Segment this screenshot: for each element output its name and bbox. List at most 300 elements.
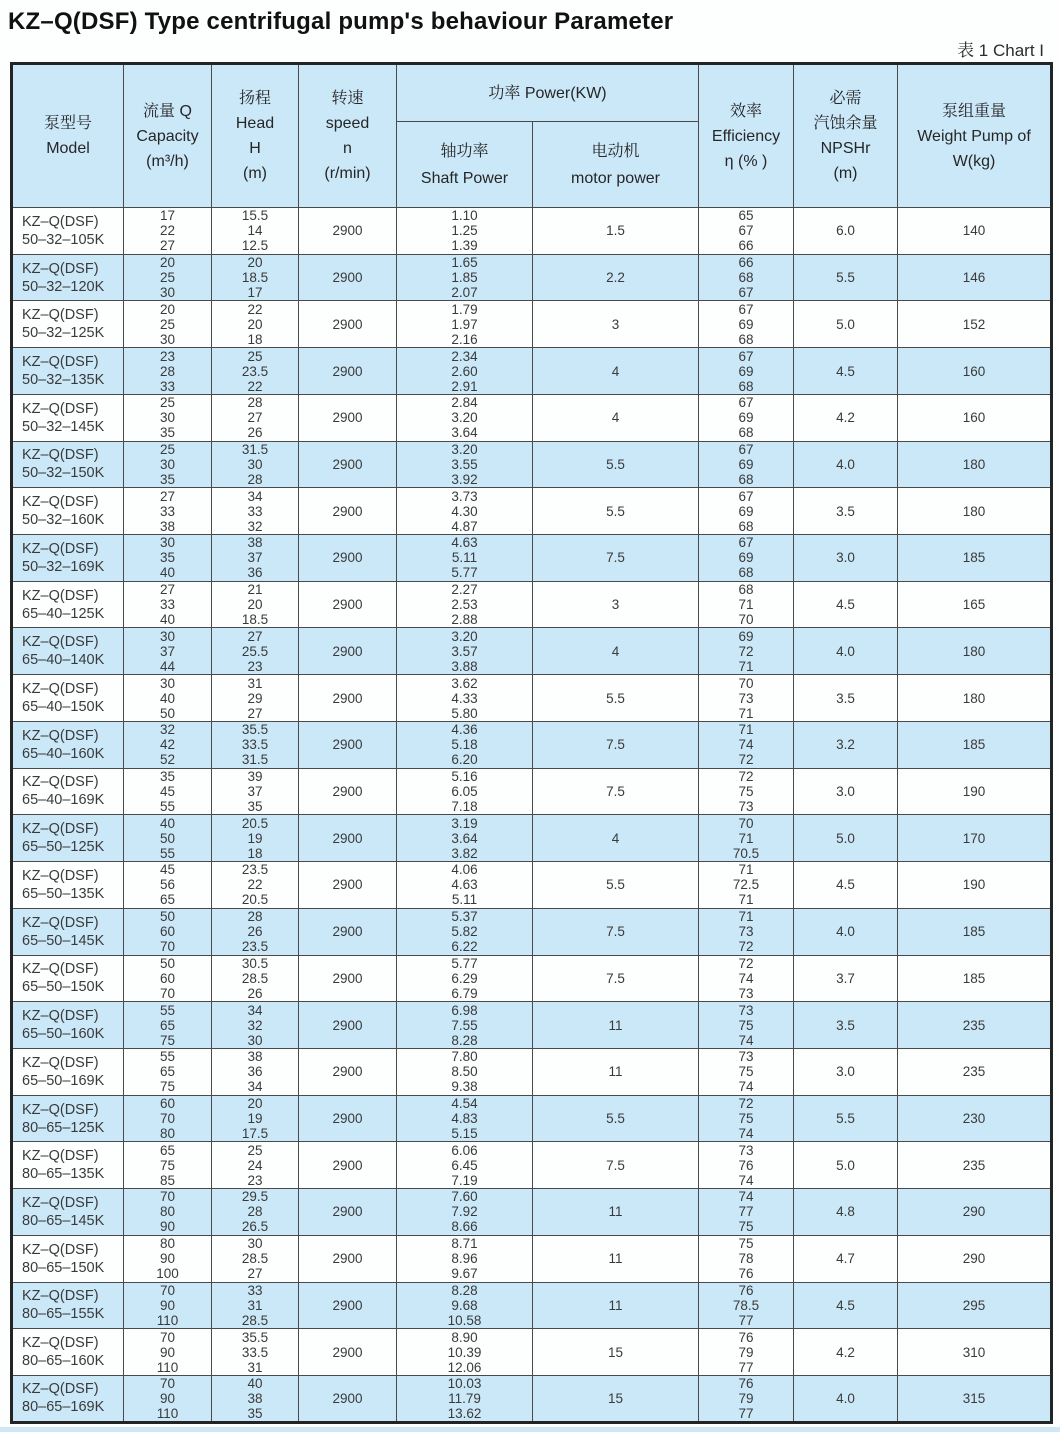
table-row: [12, 581, 1052, 628]
value-line: 25.5: [241, 643, 269, 659]
value-line: 77: [738, 1312, 754, 1328]
value-line: 11.79: [448, 1390, 481, 1406]
motor-power-cell: 5.5: [533, 441, 699, 488]
value-line: 30: [159, 410, 176, 426]
value-line: 75: [738, 1219, 754, 1235]
npshr-cell: 4.0: [794, 441, 898, 488]
value-line: 40: [159, 612, 176, 628]
value-line: 55: [159, 1002, 176, 1018]
value-line: 68: [738, 471, 754, 487]
value-line: 65: [159, 1017, 176, 1033]
value-line: KZ–Q(DSF): [22, 727, 99, 744]
table-row: [12, 1189, 1052, 1236]
value-line: 4.63: [451, 535, 478, 551]
value-line: 75: [738, 1111, 754, 1127]
value-line: KZ–Q(DSF): [22, 1381, 99, 1398]
value-line: 35: [159, 550, 176, 566]
npshr-cell: 3.0: [794, 535, 898, 582]
value-line: 5.80: [451, 705, 478, 721]
value-line: 35: [159, 471, 176, 487]
table-row: [12, 301, 1052, 348]
value-line: 72: [738, 939, 754, 955]
value-line: 73: [738, 1142, 754, 1158]
speed-cell: 2900: [299, 1142, 397, 1189]
value-line: 3.55: [451, 456, 478, 472]
table-row: [12, 1095, 1052, 1142]
speed-cell: 2900: [299, 301, 397, 348]
head-cell: [212, 862, 299, 909]
value-line: 24: [247, 1157, 263, 1173]
value-line: 65–40–150K: [22, 699, 105, 716]
motor-power-cell: 4: [533, 394, 699, 441]
speed-cell: 2900: [299, 1282, 397, 1329]
head-cell: [212, 254, 299, 301]
value-line: 69: [738, 503, 754, 519]
head-cell: [212, 721, 299, 768]
value-line: 31: [247, 1297, 263, 1313]
model-cell: [12, 1002, 124, 1049]
value-line: 52: [159, 752, 176, 768]
value-line: 26: [247, 985, 263, 1001]
shaft-power-cell: [397, 1142, 533, 1189]
value-line: 33: [159, 597, 176, 613]
weight-cell: 165: [898, 581, 1052, 628]
efficiency-cell: [699, 1048, 794, 1095]
value-line: 80–65–155K: [22, 1306, 105, 1323]
weight-cell: 290: [898, 1235, 1052, 1282]
value-line: 20.5: [241, 892, 269, 908]
value-line: KZ–Q(DSF): [22, 1148, 99, 1165]
efficiency-cell: [699, 581, 794, 628]
value-line: 27: [159, 488, 176, 504]
capacity-cell: [124, 488, 212, 535]
value-line: 73: [738, 690, 754, 706]
value-line: 75: [738, 1236, 754, 1252]
value-line: 65–50–145K: [22, 932, 105, 949]
value-line: 76: [738, 1375, 754, 1391]
head-cell: [212, 394, 299, 441]
value-line: 31.5: [241, 752, 269, 768]
value-line: 70.5: [732, 845, 760, 861]
shaft-power-cell: [397, 208, 533, 255]
value-line: 65–50–169K: [22, 1072, 105, 1089]
head-cell: [212, 1375, 299, 1422]
value-line: 5.77: [451, 955, 478, 971]
value-line: 50–32–150K: [22, 465, 105, 482]
npshr-cell: 4.7: [794, 1235, 898, 1282]
capacity-cell: [124, 721, 212, 768]
value-line: 1.65: [451, 255, 478, 271]
value-line: 3.88: [451, 658, 478, 674]
model-cell: [12, 348, 124, 395]
model-cell: [12, 768, 124, 815]
speed-cell: 2900: [299, 1048, 397, 1095]
shaft-power-cell: [397, 1329, 533, 1376]
value-line: 18.5: [241, 270, 269, 286]
speed-cell: 2900: [299, 1002, 397, 1049]
shaft-power-cell: [397, 1375, 533, 1422]
value-line: KZ–Q(DSF): [22, 1335, 99, 1352]
value-line: 25: [159, 316, 176, 332]
npshr-cell: 4.8: [794, 1189, 898, 1236]
shaft-power-cell: [397, 394, 533, 441]
value-line: 31: [247, 1359, 263, 1375]
efficiency-cell: [699, 628, 794, 675]
motor-power-cell: 7.5: [533, 768, 699, 815]
value-line: 67: [738, 223, 754, 239]
value-line: 55: [159, 845, 176, 861]
motor-power-cell: 5.5: [533, 1095, 699, 1142]
value-line: 7.18: [451, 798, 478, 814]
value-line: 32: [247, 1017, 263, 1033]
value-line: 66: [738, 255, 754, 271]
value-line: 80–65–125K: [22, 1119, 105, 1136]
value-line: 28: [247, 471, 263, 487]
value-line: 69: [738, 456, 754, 472]
value-line: 42: [159, 737, 176, 753]
value-line: 35: [159, 425, 176, 441]
speed-cell: 2900: [299, 1329, 397, 1376]
value-line: 14: [247, 223, 263, 239]
header-capacity: 流量 Q Capacity (m³/h): [124, 64, 212, 208]
value-line: 29: [247, 690, 263, 706]
value-line: 67: [738, 535, 754, 551]
value-line: 74: [738, 737, 754, 753]
weight-cell: 190: [898, 862, 1052, 909]
value-line: 34: [247, 488, 263, 504]
table-row: [12, 394, 1052, 441]
motor-power-cell: 7.5: [533, 908, 699, 955]
value-line: 65–40–140K: [22, 652, 105, 669]
value-line: 25: [159, 270, 176, 286]
shaft-power-cell: [397, 862, 533, 909]
head-cell: [212, 488, 299, 535]
value-line: 67: [738, 441, 754, 457]
value-line: 76: [738, 1157, 754, 1173]
weight-cell: 310: [898, 1329, 1052, 1376]
value-line: 22: [247, 378, 263, 394]
table-row: [12, 908, 1052, 955]
value-line: 21: [247, 582, 263, 598]
capacity-cell: [124, 1282, 212, 1329]
value-line: 30.5: [241, 955, 269, 971]
shaft-power-cell: [397, 348, 533, 395]
head-cell: [212, 1282, 299, 1329]
head-cell: [212, 1002, 299, 1049]
table-row: [12, 768, 1052, 815]
speed-cell: 2900: [299, 815, 397, 862]
value-line: KZ–Q(DSF): [22, 634, 99, 651]
speed-cell: 2900: [299, 721, 397, 768]
value-line: 19: [247, 1111, 263, 1127]
model-cell: [12, 1235, 124, 1282]
capacity-cell: [124, 675, 212, 722]
shaft-power-cell: [397, 1002, 533, 1049]
table-row: [12, 628, 1052, 675]
value-line: 3.57: [451, 643, 478, 659]
table-header: [12, 64, 1052, 208]
efficiency-cell: [699, 1375, 794, 1422]
value-line: 73: [738, 985, 754, 1001]
value-line: 36: [247, 565, 263, 581]
value-line: 110: [156, 1405, 179, 1421]
value-line: 67: [738, 348, 754, 364]
value-line: 10.39: [447, 1344, 482, 1360]
model-cell: [12, 628, 124, 675]
value-line: 71: [738, 862, 754, 878]
head-cell: [212, 1235, 299, 1282]
table-row: [12, 1375, 1052, 1422]
table-row: [12, 955, 1052, 1002]
value-line: KZ–Q(DSF): [22, 400, 99, 417]
value-line: 71: [738, 705, 754, 721]
value-line: 5.15: [451, 1126, 478, 1142]
value-line: 35.5: [241, 1329, 269, 1345]
value-line: 40: [159, 815, 176, 831]
value-line: 25: [159, 441, 176, 457]
capacity-cell: [124, 394, 212, 441]
head-cell: [212, 815, 299, 862]
value-line: 80–65–169K: [22, 1399, 105, 1416]
value-line: 20: [247, 255, 263, 271]
value-line: 77: [738, 1405, 754, 1421]
value-line: 72: [738, 1096, 754, 1112]
value-line: 23: [247, 658, 263, 674]
value-line: 60: [159, 970, 176, 986]
npshr-cell: 4.5: [794, 581, 898, 628]
value-line: 27: [159, 582, 176, 598]
value-line: 20: [247, 597, 263, 613]
value-line: 70: [738, 612, 754, 628]
value-line: 50: [159, 830, 176, 846]
motor-power-cell: 7.5: [533, 1142, 699, 1189]
value-line: 4.87: [451, 518, 478, 534]
value-line: 4.54: [451, 1096, 478, 1112]
motor-power-cell: 15: [533, 1375, 699, 1422]
value-line: 30: [247, 456, 263, 472]
value-line: 28: [159, 363, 176, 379]
npshr-cell: 5.5: [794, 1095, 898, 1142]
capacity-cell: [124, 1235, 212, 1282]
weight-cell: 185: [898, 721, 1052, 768]
value-line: 72: [738, 768, 754, 784]
head-cell: [212, 1095, 299, 1142]
speed-cell: 2900: [299, 208, 397, 255]
value-line: 8.28: [451, 1032, 478, 1048]
value-line: 30: [159, 285, 176, 301]
value-line: 72: [738, 752, 754, 768]
speed-cell: 2900: [299, 441, 397, 488]
value-line: 71: [738, 909, 754, 925]
motor-power-cell: 3: [533, 581, 699, 628]
weight-cell: 160: [898, 348, 1052, 395]
npshr-cell: 4.5: [794, 862, 898, 909]
value-line: 18: [247, 331, 263, 347]
value-line: 25: [159, 395, 176, 411]
motor-power-cell: 5.5: [533, 862, 699, 909]
efficiency-cell: [699, 1235, 794, 1282]
efficiency-cell: [699, 301, 794, 348]
value-line: 30: [159, 675, 176, 691]
model-cell: [12, 1375, 124, 1422]
value-line: 70: [738, 675, 754, 691]
value-line: 6.05: [451, 783, 478, 799]
value-line: 23.5: [241, 939, 269, 955]
value-line: 65: [738, 208, 754, 224]
npshr-cell: 6.0: [794, 208, 898, 255]
value-line: 5.16: [451, 768, 478, 784]
value-line: 8.66: [451, 1219, 478, 1235]
table-row: [12, 1002, 1052, 1049]
value-line: 13.62: [447, 1405, 482, 1421]
npshr-cell: 4.0: [794, 1375, 898, 1422]
value-line: 26: [247, 425, 263, 441]
npshr-cell: 3.5: [794, 675, 898, 722]
value-line: 2.34: [451, 348, 478, 364]
value-line: KZ–Q(DSF): [22, 1101, 99, 1118]
value-line: 34: [247, 1002, 263, 1018]
weight-cell: 185: [898, 908, 1052, 955]
speed-cell: 2900: [299, 1235, 397, 1282]
value-line: 78.5: [732, 1297, 760, 1313]
value-line: 74: [738, 1079, 754, 1095]
page-title: KZ–Q(DSF) Type centrifugal pump's behaviour Parameter: [8, 8, 674, 35]
value-line: 67: [738, 301, 754, 317]
model-cell: [12, 535, 124, 582]
value-line: 8.96: [451, 1251, 478, 1267]
value-line: 18.5: [241, 612, 269, 628]
value-line: 33: [247, 1282, 263, 1298]
value-line: 74: [738, 1172, 754, 1188]
value-line: 50–32–125K: [22, 325, 105, 342]
value-line: 22: [247, 301, 263, 317]
value-line: 30: [247, 1032, 263, 1048]
motor-power-cell: 4: [533, 815, 699, 862]
value-line: KZ–Q(DSF): [22, 447, 99, 464]
speed-cell: 2900: [299, 768, 397, 815]
capacity-cell: [124, 1095, 212, 1142]
value-line: 75: [738, 1017, 754, 1033]
efficiency-cell: [699, 862, 794, 909]
motor-power-cell: 5.5: [533, 488, 699, 535]
shaft-power-cell: [397, 908, 533, 955]
table-row: [12, 1282, 1052, 1329]
value-line: 6.22: [451, 939, 478, 955]
value-line: 72: [738, 955, 754, 971]
motor-power-cell: 2.2: [533, 254, 699, 301]
value-line: KZ–Q(DSF): [22, 774, 99, 791]
value-line: 39: [247, 768, 263, 784]
shaft-power-cell: [397, 675, 533, 722]
value-line: 33.5: [241, 737, 269, 753]
efficiency-cell: [699, 955, 794, 1002]
value-line: 35: [247, 798, 263, 814]
model-cell: [12, 815, 124, 862]
head-cell: [212, 441, 299, 488]
value-line: 31.5: [241, 441, 269, 457]
value-line: 68: [738, 565, 754, 581]
value-line: 2.91: [451, 378, 478, 394]
npshr-cell: 4.2: [794, 1329, 898, 1376]
value-line: 50–32–160K: [22, 512, 105, 529]
model-cell: [12, 1329, 124, 1376]
value-line: 32: [247, 518, 263, 534]
value-line: 70: [159, 939, 176, 955]
table-row: [12, 1235, 1052, 1282]
value-line: 80–65–160K: [22, 1353, 105, 1370]
value-line: 9.67: [451, 1266, 478, 1282]
table-row: [12, 348, 1052, 395]
shaft-power-cell: [397, 535, 533, 582]
shaft-power-cell: [397, 815, 533, 862]
value-line: 3.20: [451, 441, 478, 457]
value-line: 76: [738, 1329, 754, 1345]
efficiency-cell: [699, 721, 794, 768]
head-cell: [212, 768, 299, 815]
speed-cell: 2900: [299, 675, 397, 722]
motor-power-cell: 7.5: [533, 721, 699, 768]
value-line: 38: [247, 1390, 263, 1406]
capacity-cell: [124, 955, 212, 1002]
speed-cell: 2900: [299, 535, 397, 582]
shaft-power-cell: [397, 1189, 533, 1236]
pump-parameter-table: [10, 62, 1053, 1424]
value-line: 37: [159, 643, 176, 659]
value-line: 68: [738, 518, 754, 534]
value-line: 6.06: [451, 1142, 478, 1158]
value-line: 7.92: [451, 1204, 478, 1220]
capacity-cell: [124, 208, 212, 255]
value-line: 68: [738, 582, 754, 598]
shaft-power-cell: [397, 1235, 533, 1282]
capacity-cell: [124, 1329, 212, 1376]
value-line: 40: [247, 1375, 263, 1391]
shaft-power-cell: [397, 488, 533, 535]
model-cell: [12, 955, 124, 1002]
value-line: 80: [159, 1204, 176, 1220]
value-line: KZ–Q(DSF): [22, 307, 99, 324]
value-line: 28: [247, 1204, 263, 1220]
value-line: 22: [247, 877, 263, 893]
value-line: 69: [738, 628, 754, 644]
head-cell: [212, 348, 299, 395]
value-line: KZ–Q(DSF): [22, 540, 99, 557]
model-cell: [12, 1282, 124, 1329]
value-line: 100: [156, 1266, 179, 1282]
value-line: 90: [159, 1251, 176, 1267]
value-line: 3.19: [451, 815, 478, 831]
value-line: 80–65–135K: [22, 1166, 105, 1183]
value-line: 28.5: [241, 970, 269, 986]
value-line: 76: [738, 1266, 754, 1282]
value-line: 65–40–169K: [22, 792, 105, 809]
head-cell: [212, 1142, 299, 1189]
value-line: 27: [247, 705, 263, 721]
value-line: 75: [738, 783, 754, 799]
value-line: 75: [159, 1079, 176, 1095]
value-line: 17: [247, 285, 263, 301]
value-line: 73: [738, 924, 754, 940]
value-line: 67: [738, 285, 754, 301]
npshr-cell: 5.0: [794, 815, 898, 862]
efficiency-cell: [699, 394, 794, 441]
value-line: KZ–Q(DSF): [22, 587, 99, 604]
motor-power-cell: 4: [533, 348, 699, 395]
value-line: 75: [159, 1032, 176, 1048]
value-line: 70: [159, 1375, 176, 1391]
motor-power-cell: 11: [533, 1235, 699, 1282]
value-line: 65: [159, 892, 176, 908]
